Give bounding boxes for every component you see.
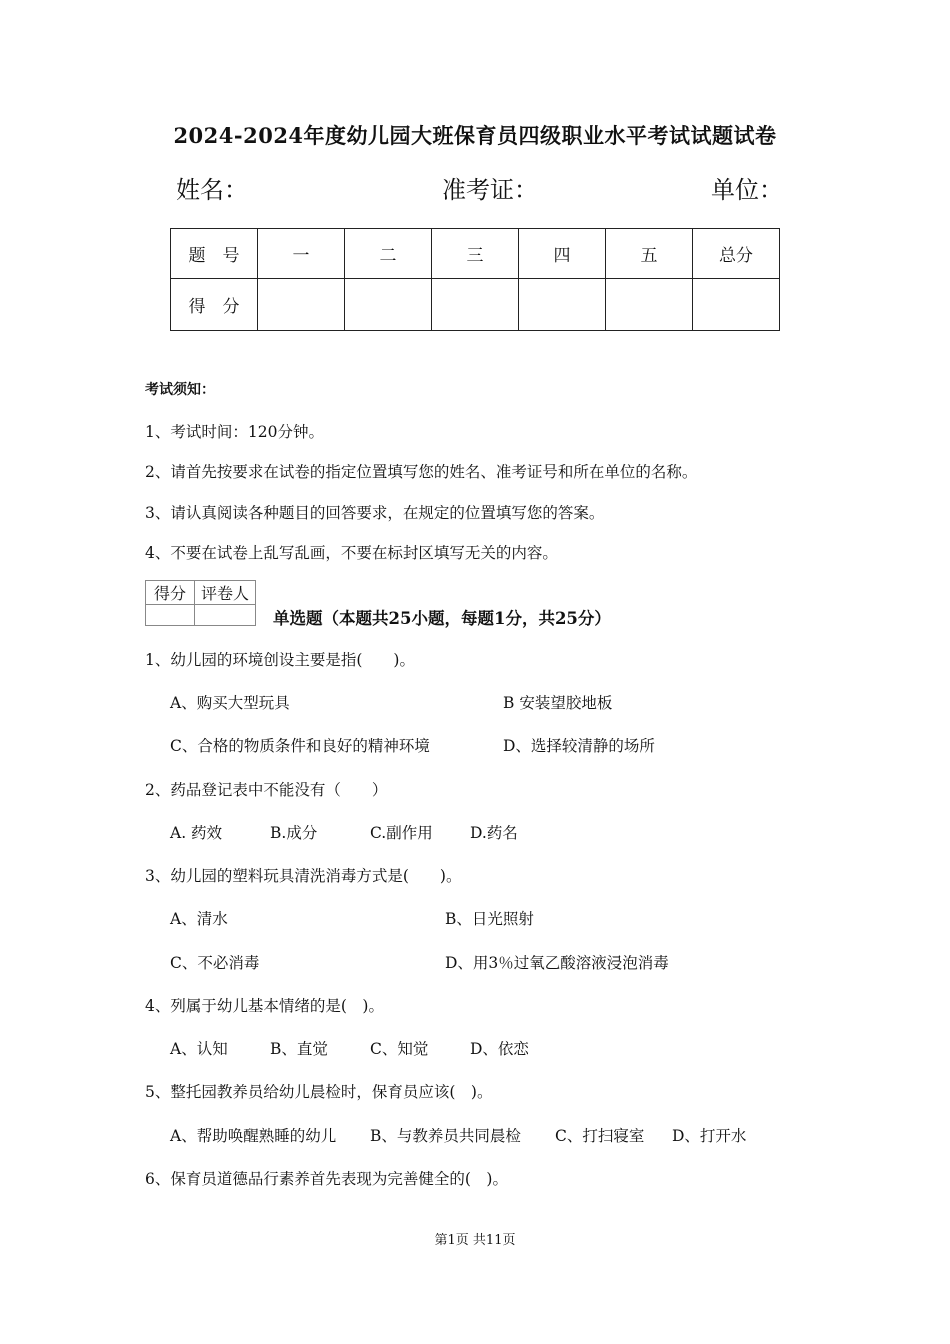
exam-id-field-label: 准考证： [442, 176, 538, 204]
option-a: A、认知 [170, 1040, 228, 1058]
option-d: D、打开水 [672, 1127, 747, 1145]
option-c: C、合格的物质条件和良好的精神环境 [170, 737, 430, 755]
score-row-label: 得 分 [171, 279, 258, 331]
question-stem: 6、保育员道德品行素养首先表现为完善健全的( )。 [145, 1170, 508, 1188]
grader-score-label: 得分 [146, 581, 195, 605]
question-number-header: 题 号 [171, 229, 258, 279]
option-d: D、依恋 [470, 1040, 529, 1058]
section-2-header: 二 [345, 229, 432, 279]
section-title: 单选题（本题共25小题，每题1分，共25分） [273, 609, 611, 628]
option-a: A、清水 [170, 910, 228, 928]
unit-field-label: 单位： [711, 176, 783, 204]
grader-box [145, 580, 256, 626]
question-stem: 3、幼儿园的塑料玩具清洗消毒方式是( )。 [145, 867, 462, 885]
notice-item: 3、请认真阅读各种题目的回答要求，在规定的位置填写您的答案。 [145, 504, 605, 522]
option-a: A、帮助唤醒熟睡的幼儿 [170, 1127, 337, 1145]
option-c: C、知觉 [370, 1040, 429, 1058]
notice-item: 4、不要在试卷上乱写乱画，不要在标封区填写无关的内容。 [145, 544, 558, 562]
score-table [170, 228, 780, 331]
section-4-header: 四 [519, 229, 606, 279]
notice-item: 1、考试时间：120分钟。 [145, 423, 324, 441]
score-table-score-row [171, 279, 780, 331]
grader-name-cell[interactable] [195, 605, 256, 626]
notice-title: 考试须知： [145, 382, 215, 398]
score-cell[interactable] [693, 279, 780, 331]
score-cell[interactable] [258, 279, 345, 331]
score-cell[interactable] [606, 279, 693, 331]
document-title: 2024-2024年度幼儿园大班保育员四级职业水平考试试题试卷 [173, 123, 777, 148]
option-b: B 安装望胶地板 [503, 694, 613, 712]
option-b: B、与教养员共同晨检 [370, 1127, 521, 1145]
score-cell[interactable] [345, 279, 432, 331]
page-footer: 第1页 共11页 [434, 1233, 516, 1248]
question-stem: 1、幼儿园的环境创设主要是指( )。 [145, 651, 415, 669]
score-table-header-row [171, 229, 780, 279]
notice-item: 2、请首先按要求在试卷的指定位置填写您的姓名、准考证号和所在单位的名称。 [145, 463, 698, 481]
option-d: D、选择较清静的场所 [503, 737, 655, 755]
grader-name-label: 评卷人 [195, 581, 256, 605]
score-cell[interactable] [519, 279, 606, 331]
name-field-label: 姓名： [176, 176, 248, 204]
section-1-header: 一 [258, 229, 345, 279]
option-c: C、不必消毒 [170, 954, 260, 972]
grader-score-cell[interactable] [146, 605, 195, 626]
total-header: 总分 [693, 229, 780, 279]
option-a: A. 药效 [170, 824, 223, 842]
option-a: A、购买大型玩具 [170, 694, 290, 712]
question-stem: 5、整托园教养员给幼儿晨检时，保育员应该( )。 [145, 1083, 493, 1101]
question-stem: 2、药品登记表中不能没有（ ） [145, 781, 388, 799]
section-5-header: 五 [606, 229, 693, 279]
option-b: B、直觉 [270, 1040, 328, 1058]
option-c: C.副作用 [370, 824, 433, 842]
option-b: B、日光照射 [445, 910, 534, 928]
section-3-header: 三 [432, 229, 519, 279]
score-cell[interactable] [432, 279, 519, 331]
option-c: C、打扫寝室 [555, 1127, 645, 1145]
option-d: D.药名 [470, 824, 518, 842]
question-stem: 4、列属于幼儿基本情绪的是( )。 [145, 997, 384, 1015]
option-d: D、用3％过氧乙酸溶液浸泡消毒 [445, 954, 669, 972]
option-b: B.成分 [270, 824, 318, 842]
